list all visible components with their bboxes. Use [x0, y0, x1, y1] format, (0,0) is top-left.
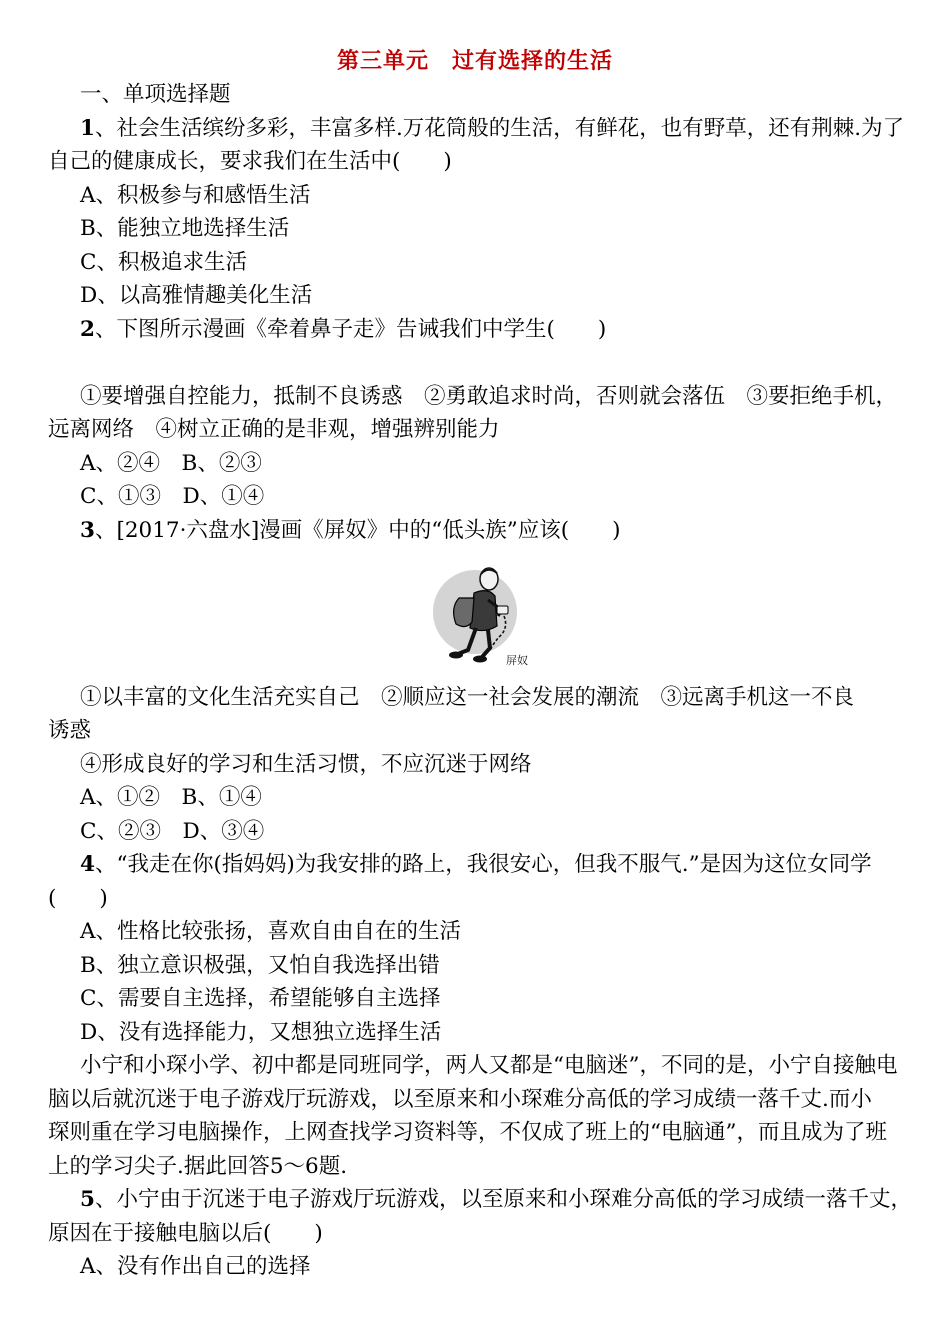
q1-option-c: C、积极追求生活	[80, 250, 247, 275]
q4-number: 4	[80, 852, 95, 877]
q4-option-d: D、没有选择能力，又想独立选择生活	[80, 1020, 442, 1045]
screen-slave-cartoon	[418, 560, 536, 672]
q2-stem	[80, 313, 940, 346]
q3-statements-line2: 诱惑	[48, 718, 92, 743]
q1-option-d: D、以高雅情趣美化生活	[80, 283, 313, 308]
q4-stem-line1	[80, 848, 940, 881]
q1-option-b: B、能独立地选择生活	[80, 216, 290, 241]
q3-options-cd: C、②③ D、③④	[80, 819, 265, 844]
passage-line2: 脑以后就沉迷于电子游戏厅玩游戏，以至原来和小琛难分高低的学习成绩一落千丈.而小	[48, 1087, 872, 1112]
q5-stem-line1	[80, 1183, 940, 1216]
q1-stem-line1	[80, 112, 940, 145]
passage-line3: 琛则重在学习电脑操作，上网查找学习资料等，不仅成了班上的“电脑通”，而且成为了班	[48, 1120, 887, 1145]
q3-number: 3	[80, 518, 95, 543]
passage-line4: 上的学习尖子.据此回答5～6题.	[48, 1154, 348, 1179]
q4-option-a: A、性格比较张扬，喜欢自由自在的生活	[80, 919, 462, 944]
q4-option-c: C、需要自主选择，希望能够自主选择	[80, 986, 441, 1011]
q5-option-a: A、没有作出自己的选择	[80, 1254, 311, 1279]
q5-text1: 、小宁由于沉迷于电子游戏厅玩游戏，以至原来和小琛难分高低的学习成绩一落千丈，	[94, 1187, 912, 1212]
q3-stem	[80, 514, 940, 547]
q1-stem-line2: 自己的健康成长，要求我们在生活中( )	[48, 149, 452, 174]
q4-option-b: B、独立意识极强，又怕自我选择出错	[80, 953, 440, 978]
q2-text: 、下图所示漫画《牵着鼻子走》告诫我们中学生( )	[94, 317, 607, 342]
q2-number: 2	[80, 317, 95, 342]
q2-statements-line2: 远离网络 ④树立正确的是非观，增强辨别能力	[48, 417, 500, 442]
q4-text1: 、“我走在你(指妈妈)为我安排的路上，我很安心，但我不服气.”是因为这位女同学	[94, 852, 872, 877]
q5-stem-line2: 原因在于接触电脑以后( )	[48, 1221, 323, 1246]
q1-text1: 、社会生活缤纷多彩，丰富多样.万花筒般的生活，有鲜花，也有野草，还有荆棘.为了	[94, 116, 905, 141]
section-heading: 一、单项选择题	[80, 82, 231, 107]
q5-number: 5	[80, 1187, 95, 1212]
q1-number: 1	[80, 116, 95, 141]
q2-options-ab: A、②④ B、②③	[80, 451, 262, 476]
q1-option-a: A、积极参与和感悟生活	[80, 183, 311, 208]
q3-statements-line1: ①以丰富的文化生活充实自己 ②顺应这一社会发展的潮流 ③远离手机这一不良	[80, 685, 855, 710]
q3-options-ab: A、①② B、①④	[80, 785, 262, 810]
cartoon-caption: 屏奴	[506, 654, 528, 667]
q2-options-cd: C、①③ D、①④	[80, 484, 265, 509]
unit-title: 第三单元 过有选择的生活	[336, 48, 613, 74]
q3-statements-line3: ④形成良好的学习和生活习惯，不应沉迷于网络	[80, 752, 532, 777]
q2-statements-line1: ①要增强自控能力，抵制不良诱惑 ②勇敢追求时尚，否则就会落伍 ③要拒绝手机，	[80, 384, 898, 409]
passage-line1: 小宁和小琛小学、初中都是同班同学，两人又都是“电脑迷”，不同的是，小宁自接触电	[80, 1053, 898, 1078]
q4-stem-line2: ( )	[48, 886, 108, 911]
q3-text: 、[2017·六盘水]漫画《屏奴》中的“低头族”应该( )	[94, 518, 621, 543]
